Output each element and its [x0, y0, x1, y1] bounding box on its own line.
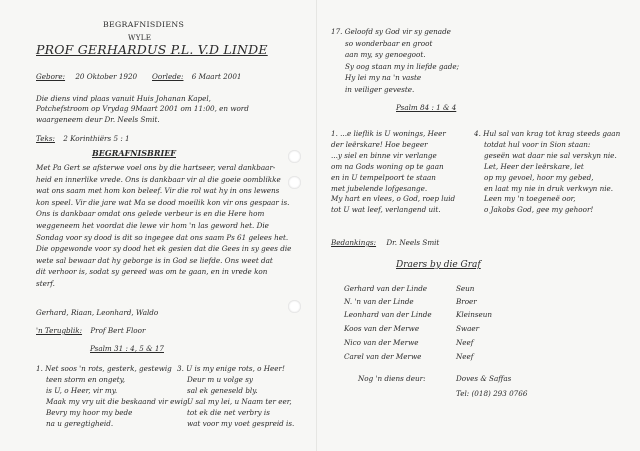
scripture-row — [36, 134, 130, 144]
letter-line: heid en innerlike vrede. Ons is dankbaar vir al die goeie oomblikke — [36, 174, 281, 184]
letter-line: kon speel. Vir die jare wat Ma se dood moeilik kon vir ons gespaar is. — [36, 197, 290, 207]
bearers-title: Draers by die Graf — [396, 260, 481, 270]
verse-line: 1. Net soos 'n rots, gesterk, gestewig — [36, 364, 172, 373]
verse-line: o Jakobs God, gee my gehoor! — [484, 205, 594, 215]
verse-line: is U, o Heer, vir my. — [46, 386, 118, 395]
died-label: Oorlede: — [152, 72, 184, 81]
notice-line: Die diens vind plaas vanuit Huis Johanan Kapel, — [36, 94, 211, 103]
deceased-name: PROF GERHARDUS P.L. V.D LINDE — [36, 42, 268, 57]
born-label: Gebore: — [36, 72, 66, 81]
officiant-value: Dr. Neels Smit — [386, 238, 440, 247]
verse-line: Maak my vry uit die beskaand vir ewig — [46, 397, 188, 406]
letter-line: Die opgewonde voor sy dood het ek gesien dat die Gees in sy gees die — [36, 244, 292, 254]
verse-line: Leen my 'n toegeneë oor, — [484, 194, 576, 204]
punch-hole — [288, 300, 301, 313]
letter-line: Sondag voor sy dood is dit so ingegee dat ons saam Ps 61 gelees het. — [36, 232, 289, 242]
died-row — [152, 72, 241, 82]
scripture-ref: 2 Korinthiërs 5 : 1 — [63, 134, 130, 143]
verse-line: 3. U is my enige rots, o Heer! — [177, 364, 285, 373]
letter-line: sterf. — [36, 278, 55, 288]
verse-line: tot U wat leef, verlangend uit. — [331, 205, 441, 215]
verse-line: aan my, sy genoegoot. — [345, 50, 426, 60]
tribute-row — [36, 326, 145, 336]
born-date: 20 Oktober 1920 — [75, 72, 138, 81]
service-notice — [36, 94, 249, 125]
letter-line: Met Pa Gert se afsterwe voel ons by die hartseer, veral dankbaar- — [36, 163, 276, 172]
died-date: 6 Maart 2001 — [191, 72, 242, 81]
service-header: BEGRAFNISDIENS — [103, 20, 185, 29]
verse-line: U sal my lei, u Naam ter eer, — [187, 397, 292, 406]
verse-line: op my gevoel, hoor my gebed, — [484, 172, 594, 182]
verse-line: en laat my nie in druk verkwyn nie. — [484, 183, 614, 193]
verse-line: 17. Geloofd sy God vir sy genade — [331, 27, 451, 36]
undertaker-phone: Tel: (018) 293 0766 — [456, 389, 528, 398]
verse-line: 4. Hul sal van krag tot krag steeds gaan — [474, 129, 621, 138]
verse-line: tot ek die net verbry is — [187, 408, 270, 417]
bearer-name: Carel van der Merwe — [344, 352, 422, 361]
letter-title: BEGRAFNISBRIEF — [92, 148, 176, 158]
notice-line: waargeneem deur Dr. Neels Smit. — [36, 114, 160, 124]
bearer-name: Gerhard van der Linde — [344, 284, 428, 293]
letter-line: wete sal bewaar dat hy geborge is in God se liefde. Ons weet dat — [36, 255, 273, 265]
verse-line: met jubelende lofgesange. — [331, 183, 428, 193]
bearer-relation: Swaer — [456, 324, 480, 333]
undertaker-name: Doves & Saffas — [456, 374, 512, 383]
verse-line: geseën wat daar nie sal verskyn nie. — [484, 150, 617, 160]
tribute-value: Prof Bert Floor — [90, 326, 146, 335]
verse-line: teen storm en ongety, — [46, 375, 126, 384]
psalm-84-heading: Psalm 84 : 1 & 4 — [396, 103, 457, 112]
service-by-label: Nog 'n diens deur: — [358, 374, 426, 383]
officiant-row — [331, 238, 439, 248]
letter-line: weggeneem het voordat die lewe vir hom 'n las geword het. Die — [36, 220, 269, 230]
bearer-relation: Kleinseun — [456, 310, 493, 319]
verse-line: der leërskare! Hoe begeer — [331, 139, 428, 149]
verse-line: My hart en vlees, o God, roep luid — [331, 194, 456, 204]
bearer-name: Nico van der Merwe — [344, 338, 419, 347]
verse-line: totdat hul voor in Sion staan: — [484, 139, 591, 149]
bearer-name: Leonhard van der Linde — [344, 310, 432, 319]
tribute-label: 'n Terugblik: — [36, 326, 83, 335]
verse-line: Bevry my hoor my bede — [46, 408, 133, 417]
verse-line: sal ek geneseld bly. — [187, 386, 258, 395]
verse-line: Deur m u volge sy — [187, 375, 253, 384]
bearer-name: N. 'n van der Linde — [344, 297, 414, 306]
verse-line: Sy oog staan my in liefde gade; — [345, 61, 460, 71]
verse-line: in veiliger geveste. — [345, 84, 415, 94]
verse-line: na u geregtigheid. — [46, 419, 114, 428]
center-fold — [316, 0, 317, 451]
bearer-relation: Broer — [456, 297, 477, 306]
verse-line: wat voor my voet gespreid is. — [187, 419, 295, 428]
psalm-84-verse-4 — [474, 129, 620, 216]
born-row — [36, 72, 137, 82]
psalm-84-verse-1 — [331, 129, 455, 216]
verse-line: en in U tempelpoort te staan — [331, 172, 436, 182]
psalm-31-verse-3 — [177, 363, 294, 429]
psalm-31-heading: Psalm 31 : 4, 5 & 17 — [90, 344, 164, 353]
letter-line: dit verhoor is, sodat sy gereed was om te gaan, en in vrede kon — [36, 267, 268, 277]
notice-line: Potchefstroom op Vrydag 9Maart 2001 om 11:00, en word — [36, 104, 249, 114]
officiant-label: Bedankings: — [331, 238, 377, 247]
verse-line: ...y siel en binne vir verlange — [331, 150, 437, 160]
psalm-31-verse-1 — [36, 363, 187, 429]
verse-line: so wonderbaar en groot — [345, 38, 433, 48]
letter-line: Ons is dankbaar omdat ons gelede verbeur is en die Here hom — [36, 209, 265, 219]
letter-line: wat ons saam met hom kon beleef. Vir die rol wat hy in ons lewens — [36, 186, 280, 196]
verse-line: 1. ...e lieflik is U wonings, Heer — [331, 129, 446, 138]
funeral-letter — [36, 162, 291, 290]
verse-line: Let, Heer der leërskare, let — [484, 161, 584, 171]
bearer-relation: Neef — [456, 352, 474, 361]
family-names: Gerhard, Riaan, Leonhard, Waldo — [36, 308, 159, 317]
psalm-31-verse-17 — [331, 26, 459, 96]
bearer-relation: Neef — [456, 338, 474, 347]
bearer-relation: Seun — [456, 284, 475, 293]
service-subheader: WYLE — [128, 33, 152, 42]
verse-line: Hy lei my na 'n vaste — [345, 73, 422, 83]
bearer-name: Koos van der Merwe — [344, 324, 420, 333]
verse-line: om na Gods woning op te gaan — [331, 161, 444, 171]
scripture-label: Teks: — [36, 134, 55, 143]
